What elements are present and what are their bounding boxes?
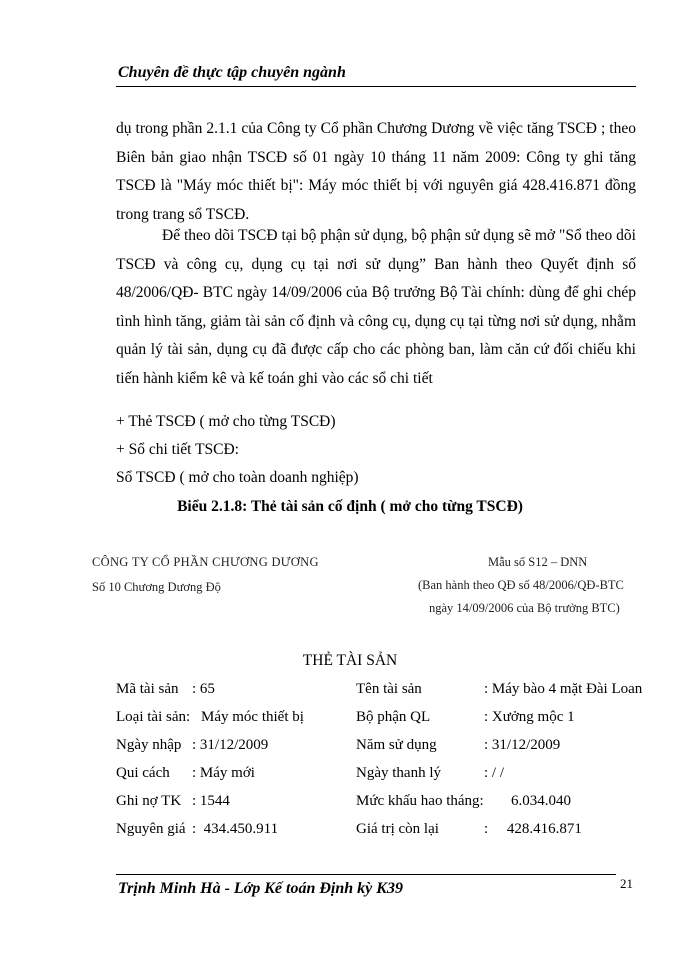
card-row-value: : 31/12/2009 [484,737,561,753]
card-row-value: : 31/12/2009 [192,737,269,753]
card-row-value: : 65 [192,681,215,697]
card-row-label: Năm sử dụng [356,737,437,753]
card-row-label: Ngày nhập [116,737,182,753]
page-header-title: Chuyên đề thực tập chuyên ngành [118,64,346,81]
page-number: 21 [620,876,633,891]
card-row-value: Máy móc thiết bị [201,709,304,725]
card-row-value: : Máy mới [192,765,255,781]
card-row-label: Tên tài sản [356,681,422,697]
list-line-2: + Sổ chi tiết TSCĐ: [116,441,239,458]
card-row-label: Loại tài sản: [116,709,191,725]
card-row-value: 6.034.040 [511,793,571,809]
card-row-label: Mã tài sản [116,681,179,697]
card-row-value: : 434.450.911 [192,821,279,837]
card-row-label: Ngày thanh lý [356,765,441,781]
list-line-1: + Thẻ TSCĐ ( mở cho từng TSCĐ) [116,413,336,430]
footer-rule [116,874,616,875]
issued-line-1: (Ban hành theo QĐ số 48/2006/QĐ-BTC [418,578,624,592]
card-row-label: Bộ phận QL [356,709,431,725]
company-address: Số 10 Chương Dương Độ [92,580,221,594]
figure-caption: Biểu 2.1.8: Thẻ tài sản cố định ( mở cho từng TSCĐ) [177,498,523,515]
card-row-value: : Xưởng mộc 1 [484,709,575,725]
card-row-label: Mức khấu hao tháng: [356,793,484,809]
list-line-3: Sổ TSCĐ ( mở cho toàn doanh nghiệp) [116,469,359,486]
card-row-value: : 1544 [192,793,230,809]
body-paragraph-2: Để theo dõi TSCĐ tại bộ phận sử dụng, bộ phận sử dụng sẽ mở "Sổ theo dõi TSCĐ và công cụ, dụng cụ tại nơi sử dụng” Ban hành theo Quyết định số 48/2006/QĐ- BTC ngày 14/09/2006 của Bộ trưởng Bộ Tài chính: dùng để ghi chép tình hình tăng, giảm tài sản cố định và công cụ, dụng cụ tại từng nơi sử dụng, nhằm quản lý tài sản, dụng cụ đã được cấp cho các phòng ban, làm căn cứ đối chiếu khi tiến hành kiểm kê và kế toán ghi vào các sổ chi tiết [116,227,636,387]
form-code: Mẫu số S12 – DNN [488,555,588,569]
card-title: THẺ TÀI SẢN [302,652,398,669]
card-row-label: Qui cách [116,765,170,781]
card-row-value: : Máy bào 4 mặt Đài Loan [484,681,643,697]
card-row-label: Ghi nợ TK [116,793,182,809]
footer-author: Trịnh Minh Hà - Lớp Kế toán Định kỳ K39 [118,880,403,897]
card-row-label: Giá trị còn lại [356,821,439,837]
issued-line-2: ngày 14/09/2006 của Bộ trưởng BTC) [429,601,620,615]
card-row-label: Nguyên giá [116,821,186,837]
company-name: CÔNG TY CỔ PHẦN CHƯƠNG DƯƠNG [92,555,319,569]
header-rule [116,86,636,87]
card-row-value: : 428.416.871 [484,821,582,837]
body-paragraph-1: dụ trong phần 2.1.1 của Công ty Cổ phần Chương Dương về việc tăng TSCĐ ; theo Biên bản giao nhận TSCĐ số 01 ngày 10 tháng 11 năm 2009: Công ty ghi tăng TSCĐ là "Máy móc thiết bị": Máy móc thiết bị với nguyên giá 428.416.871 đồng trong trang sổ TSCĐ. [116,120,636,223]
card-row-value: : / / [484,765,505,781]
